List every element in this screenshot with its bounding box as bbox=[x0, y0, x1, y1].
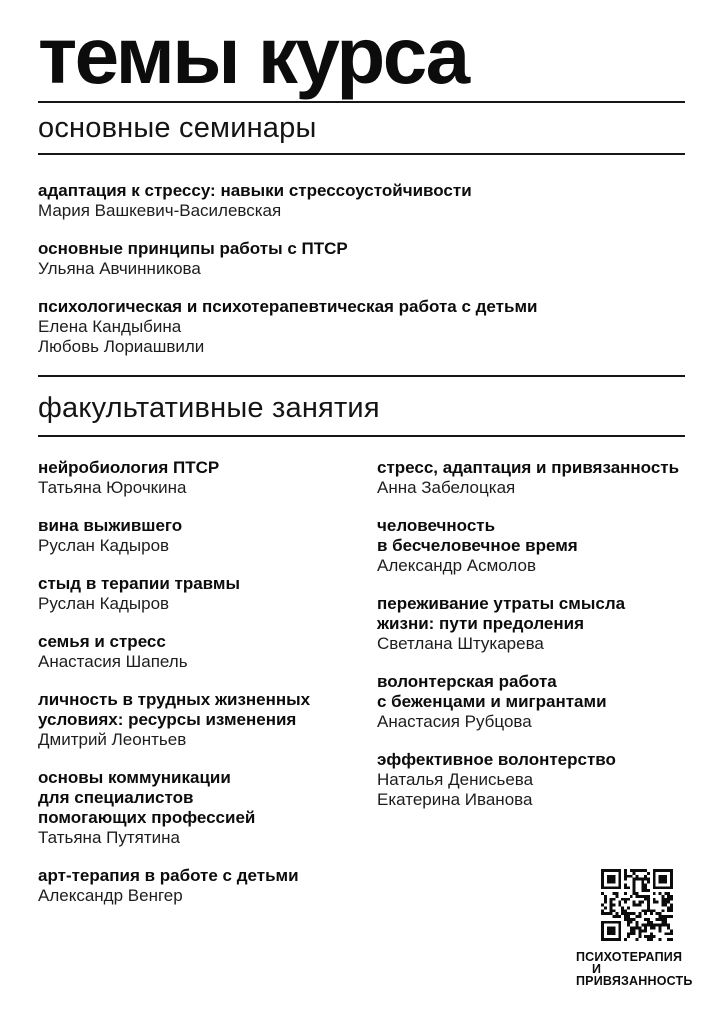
course-title: нейробиология ПТСР bbox=[38, 458, 220, 477]
section-electives-header bbox=[38, 391, 685, 425]
course-speaker: Александр Асмолов bbox=[377, 556, 536, 575]
section-title-main-seminars: основные семинары bbox=[38, 112, 317, 144]
divider bbox=[38, 101, 685, 103]
course-speaker: Дмитрий Леонтьев bbox=[38, 730, 187, 749]
course-speaker: Александр Венгер bbox=[38, 886, 183, 905]
course-title: стресс, адаптация и привязанность bbox=[377, 458, 680, 477]
course-item bbox=[38, 297, 685, 357]
qr-caption-line: ПСИХОТЕРАПИЯ bbox=[576, 950, 683, 964]
course-item bbox=[38, 516, 377, 556]
electives-right-column bbox=[377, 458, 685, 828]
course-speaker: Анастасия Рубцова bbox=[377, 712, 532, 731]
course-title: эффективное волонтерство bbox=[377, 750, 616, 769]
course-item bbox=[38, 866, 377, 906]
course-item bbox=[38, 458, 377, 498]
course-speaker: Светлана Штукарева bbox=[377, 634, 544, 653]
course-title: вина выжившего bbox=[38, 516, 183, 535]
course-item bbox=[38, 632, 377, 672]
qr-caption-line: И bbox=[592, 962, 602, 976]
course-speaker: Любовь Лориашвили bbox=[38, 337, 205, 356]
course-item bbox=[377, 672, 685, 732]
course-title: основные принципы работы с ПТСР bbox=[38, 239, 348, 258]
page-title: темы курса bbox=[38, 11, 468, 100]
course-item bbox=[38, 768, 377, 848]
electives-left-column bbox=[38, 458, 377, 924]
course-item bbox=[377, 516, 685, 576]
main-seminars-list bbox=[38, 181, 685, 357]
course-title: психологическая и психотерапевтическая работа с детьми bbox=[38, 297, 538, 316]
course-title: стыд в терапии травмы bbox=[38, 574, 240, 593]
course-title: арт-терапия в работе с детьми bbox=[38, 866, 299, 885]
course-item bbox=[377, 594, 685, 654]
section-title-electives: факультативные занятия bbox=[38, 392, 380, 424]
divider bbox=[38, 435, 685, 437]
course-item bbox=[377, 458, 685, 498]
course-title: волонтерская работа с беженцами и мигрантами bbox=[377, 672, 607, 711]
course-item bbox=[38, 239, 685, 279]
course-speaker: Татьяна Путятина bbox=[38, 828, 180, 847]
section-main-seminars-header bbox=[38, 111, 685, 145]
course-title: переживание утраты смысла жизни: пути предоления bbox=[377, 594, 626, 633]
divider bbox=[38, 153, 685, 155]
qr-block bbox=[576, 869, 693, 988]
qr-caption-line: ПРИВЯЗАННОСТЬ bbox=[576, 974, 693, 988]
electives-grid bbox=[38, 458, 685, 924]
course-item bbox=[38, 181, 685, 221]
course-speaker: Татьяна Юрочкина bbox=[38, 478, 187, 497]
course-speaker: Ульяна Авчинникова bbox=[38, 259, 201, 278]
course-item bbox=[377, 750, 685, 810]
course-title: личность в трудных жизненных условиях: ресурсы изменения bbox=[38, 690, 311, 729]
course-item bbox=[38, 690, 377, 750]
course-title: семья и стресс bbox=[38, 632, 166, 651]
course-title: адаптация к стрессу: навыки стрессоустойчивости bbox=[38, 181, 472, 200]
divider bbox=[38, 375, 685, 377]
course-speaker: Наталья Денисьева bbox=[377, 770, 534, 789]
course-title: человечность в бесчеловечное время bbox=[377, 516, 578, 555]
course-speaker: Анастасия Шапель bbox=[38, 652, 188, 671]
course-speaker: Елена Кандыбина bbox=[38, 317, 182, 336]
course-speaker: Руслан Кадыров bbox=[38, 594, 170, 613]
qr-caption bbox=[576, 950, 693, 988]
qr-code-icon bbox=[601, 869, 673, 941]
course-speaker: Руслан Кадыров bbox=[38, 536, 170, 555]
course-speaker: Анна Забелоцкая bbox=[377, 478, 516, 497]
course-speaker: Мария Вашкевич-Василевская bbox=[38, 201, 282, 220]
course-item bbox=[38, 574, 377, 614]
course-title: основы коммуникации для специалистов помогающих профессией bbox=[38, 768, 256, 827]
course-speaker: Екатерина Иванова bbox=[377, 790, 533, 809]
